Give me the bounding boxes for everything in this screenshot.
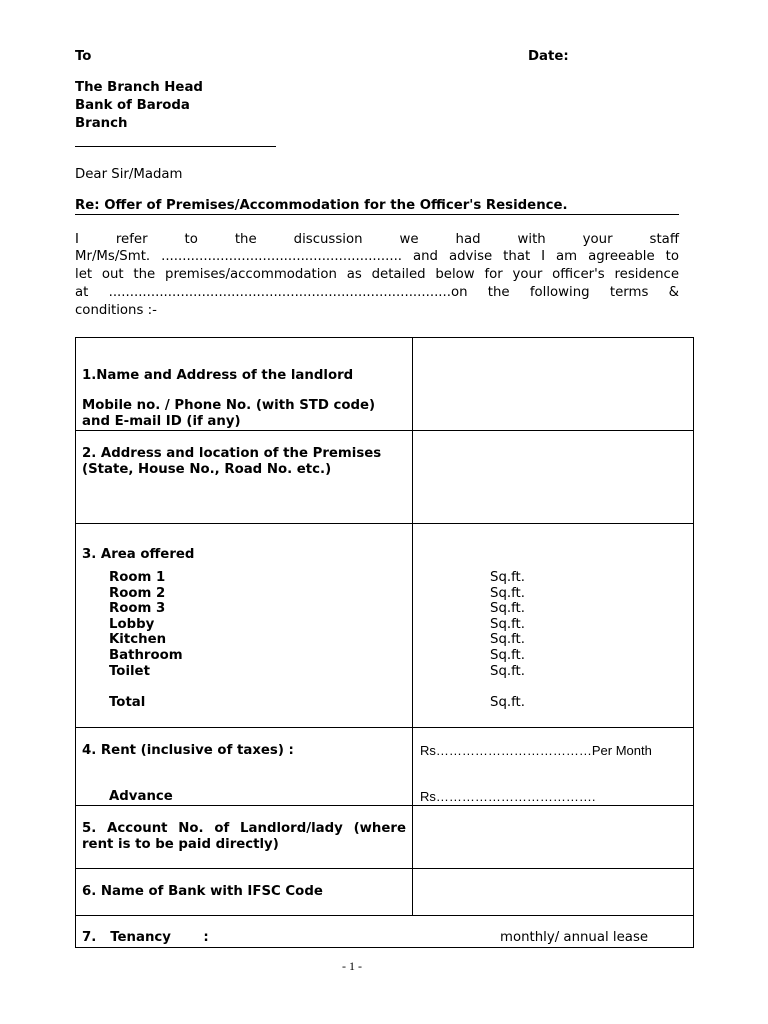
- area-item-label: Room 1: [109, 570, 166, 585]
- body-line: Mr/Ms/Smt. ......................................................... and advise that I am agreeable to: [75, 249, 679, 264]
- table-row-account: [76, 805, 693, 868]
- body-line: at .................................................................................on the following terms &: [75, 285, 679, 300]
- account-number-label: 5. Account No. of Landlord/lady (where: [82, 821, 406, 836]
- table-row-landlord: [76, 338, 693, 430]
- table-row-rent: [76, 727, 693, 805]
- area-item-label: Toilet: [109, 664, 150, 679]
- area-item-unit: Sq.ft.: [490, 617, 525, 632]
- area-item-label: Room 2: [109, 586, 166, 601]
- area-item-unit: Sq.ft.: [490, 632, 525, 647]
- area-item-label: Room 3: [109, 601, 166, 616]
- tenancy-label: 7. Tenancy :: [82, 930, 209, 945]
- to-label: To: [75, 49, 92, 64]
- table-row-tenancy: [76, 915, 693, 946]
- area-item-unit: Sq.ft.: [490, 601, 525, 616]
- premises-address-label: 2. Address and location of the Premises: [82, 446, 382, 461]
- area-total-unit: Sq.ft.: [490, 695, 525, 710]
- phone-label: Mobile no. / Phone No. (with STD code): [82, 398, 376, 413]
- area-offered-label: 3. Area offered: [82, 547, 195, 562]
- subject-underline: [75, 214, 679, 215]
- area-item-unit: Sq.ft.: [490, 648, 525, 663]
- subject-line: Re: Offer of Premises/Accommodation for the Officer's Residence.: [75, 198, 568, 213]
- salutation: Dear Sir/Madam: [75, 167, 183, 182]
- premises-address-sublabel: (State, House No., Road No. etc.): [82, 462, 332, 477]
- table-row-address: [76, 430, 693, 523]
- body-line: I refer to the discussion we had with your staff: [75, 232, 679, 247]
- body-line: conditions :-: [75, 303, 157, 318]
- addressee-line: The Branch Head: [75, 80, 203, 95]
- area-item-label: Lobby: [109, 617, 155, 632]
- branch-name-blank-line: [75, 146, 276, 147]
- table-row-bank: [76, 868, 693, 915]
- area-item-unit: Sq.ft.: [490, 664, 525, 679]
- page-number: - 1 -: [342, 959, 362, 973]
- rent-value-blank: Rs………………………………Per Month: [420, 743, 652, 758]
- addressee-line: Branch: [75, 116, 128, 131]
- advance-label: Advance: [109, 789, 173, 804]
- account-number-sublabel: rent is to be paid directly): [82, 837, 279, 852]
- rent-label: 4. Rent (inclusive of taxes) :: [82, 743, 294, 758]
- table-row-area: [76, 523, 693, 727]
- area-item-unit: Sq.ft.: [490, 570, 525, 585]
- bank-ifsc-label: 6. Name of Bank with IFSC Code: [82, 884, 323, 899]
- email-label: and E-mail ID (if any): [82, 414, 241, 429]
- date-label: Date:: [528, 49, 569, 64]
- body-line: let out the premises/accommodation as detailed below for your officer's residence: [75, 267, 679, 282]
- area-item-unit: Sq.ft.: [490, 586, 525, 601]
- landlord-name-label: 1.Name and Address of the landlord: [82, 368, 354, 383]
- area-item-label: Kitchen: [109, 632, 167, 647]
- advance-value-blank: Rs……………………………….: [420, 789, 596, 804]
- terms-table: [75, 337, 694, 948]
- area-total-label: Total: [109, 695, 146, 710]
- area-item-label: Bathroom: [109, 648, 183, 663]
- tenancy-value: monthly/ annual lease: [500, 930, 649, 945]
- addressee-line: Bank of Baroda: [75, 98, 190, 113]
